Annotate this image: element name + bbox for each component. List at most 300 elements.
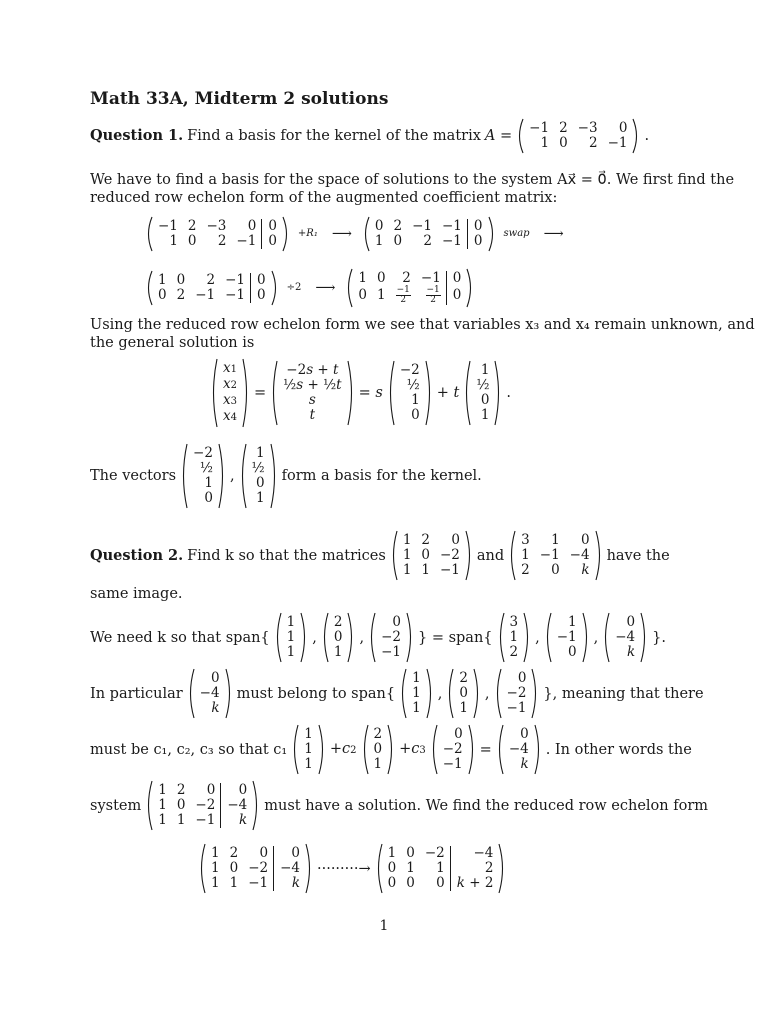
matrix-entry: 2 [176,782,186,798]
matrix-entry: 1 [412,670,421,686]
left-paren [361,724,369,775]
q1-prompt: Find a basis for the kernel of the matrix [187,128,481,144]
system-matrix [145,780,260,831]
matrix-entry: −1 [412,218,432,234]
column-vector [399,668,434,719]
matrix-entry: 1 [459,700,468,716]
left-paren [362,216,370,252]
matrix-entry: 2 [402,270,411,286]
matrix-entry: −1 [442,756,463,772]
matrix-entry: −1 [225,272,245,288]
basis-prefix: The vectors [90,468,177,484]
right-paren [640,612,648,663]
matrix-entry: −2 [399,362,420,378]
right-paren [465,530,473,581]
matrix-entry: −4 [199,685,220,701]
matrix-entry: −1 [381,644,401,660]
matrix-entry: 1 [286,614,296,630]
matrix-entry: −1 [248,875,269,891]
column-vector [321,612,356,663]
matrix-entry: 2 [450,861,498,876]
matrix-entry: −4 [569,547,590,563]
left-paren [210,358,218,428]
matrix-entry: 0 [262,234,282,249]
matrix-entry: −1 [195,287,216,303]
matrix-entry: 1 [568,614,577,630]
system-prefix: system [90,797,142,814]
matrix-entry: 2 [559,120,568,136]
matrix-entry: 1 [158,797,167,813]
particular-statement: In particular 0 −4 k must belong to span{ 1 1 1 , 2 0 1 , 0 −2 −1 }, meaning that there [90,668,704,719]
left-paren [145,270,153,306]
matrix-entry: −1 [607,135,628,151]
matrix-entry: 0 [580,532,590,548]
matrix-entry: −1 [529,120,550,136]
left-paren [187,668,195,719]
matrix-a [516,118,640,154]
basis-vector-1 [387,360,433,426]
matrix-entry: 2 [217,233,227,249]
left-paren [180,443,188,509]
matrix-entry: −2 [506,685,527,701]
matrix-entry: ½ [476,377,490,393]
matrix-entry: 0 [559,135,568,151]
q2-label: Question 2. [90,546,184,564]
matrix-entry: 1 [402,532,412,548]
matrix-entry: 2 [459,670,468,686]
matrix-entry: 0 [446,286,466,305]
right-paren [473,668,481,719]
matrix-entry: 0 [158,287,167,303]
matrix-entry: 1 [373,756,383,772]
matrix-entry: 2 [521,562,530,578]
matrix-m2 [508,530,602,581]
column-vector [602,612,648,663]
matrix-entry: −1 [225,287,245,303]
matrix-entry: 2 [229,845,239,861]
basis-vector-2b [239,443,278,509]
rref-right-matrix [375,843,507,894]
right-paren [498,843,506,894]
column-vector [361,724,396,775]
matrix-entry: ½ [406,377,420,393]
q1-paragraph-2b: the general solution is [90,335,255,351]
matrix-entry: k [221,813,252,828]
right-paren [271,270,279,306]
matrix-m1 [390,530,473,581]
matrix-entry: 1 [551,532,560,548]
matrix-entry: 0 [393,233,403,249]
right-paren [387,724,395,775]
matrix-entry: 1 [540,135,550,151]
matrix-entry: 1 [211,860,220,876]
matrix-entry: −3 [206,218,227,234]
right-paren [347,360,355,426]
matrix-entry: 3 [509,614,519,630]
left-paren [463,360,471,426]
matrix-entry: −1 [195,812,216,828]
matrix-entry: 1 [521,547,530,563]
matrix-entry: k [626,644,636,660]
matrix-entry: x2 [223,376,237,392]
left-paren [145,780,153,831]
matrix-entry: ½s + ½t [283,377,342,393]
matrix-entry: −2 [424,845,445,861]
matrix-entry: 2 [509,644,519,660]
particular-mid: must belong to span{ [236,685,396,702]
matrix-entry: 0 [517,670,527,686]
right-paren [531,668,539,719]
matrix-entry: 1 [204,475,213,491]
matrix-body [206,846,305,891]
matrix-body [369,727,388,772]
matrix-entry: 0 [187,233,197,249]
right-paren [318,724,326,775]
matrix-entry: −2 [442,741,463,757]
column-vector [291,724,326,775]
span-equation: We need k so that span{ 1 1 1 , 2 0 1 , 0 −2 −1 } = span{ 3 1 2 , 1 −1 0 , 0 −4 k }. [90,612,666,663]
page-title: Math 33A, Midterm 2 solutions [90,89,389,109]
right-paren [488,216,496,252]
matrix-entry: k [274,876,305,891]
matrix-entry: 0 [451,532,460,548]
matrix-entry: −2 [195,797,216,813]
right-paren [270,443,278,509]
matrix-entry: −2s + t [286,362,339,378]
matrix-entry: 1 [169,233,178,249]
q2-prompt-end: have the [606,547,670,564]
q1-paragraph-1: We have to find a basis for the space of solutions to the system Ax⃗ = 0⃗. We first find the [90,172,735,188]
left-paren [198,843,206,894]
matrix-body [188,446,218,506]
right-paren [300,612,308,663]
left-paren [375,843,383,894]
matrix-entry: −3 [577,120,598,136]
right-paren [225,668,233,719]
basis-vector-1b [180,443,226,509]
right-paren [305,843,313,894]
matrix-entry: −1 [556,629,577,645]
matrix-body [471,363,494,423]
matrix-entry: 0 [256,475,265,491]
matrix-entry: 1 [402,562,412,578]
matrix-body [195,671,225,716]
matrix-entry: −1 [442,218,462,234]
left-paren [399,668,407,719]
q2-prompt-line2: same image. [90,586,183,602]
matrix-entry: 1 [412,685,421,701]
matrix-entry: 0 [377,270,386,286]
q1-label: Question 1. [90,127,184,144]
matrix-entry: 0 [204,490,213,506]
matrix-entry: k [520,756,529,772]
augmented-matrix-1 [145,216,290,252]
matrix-entry: −2 [193,445,213,461]
matrix-body [552,615,582,660]
q2-prompt: Find k so that the matrices [187,547,386,564]
variable-vector [210,358,250,428]
matrix-entry: 1 [256,490,265,506]
left-paren [516,118,524,154]
left-paren [602,612,610,663]
right-paren [282,216,290,252]
matrix-entry: 2 [373,726,383,742]
matrix-entry: x4 [223,408,237,424]
matrix-entry: −4 [221,798,252,813]
matrix-entry: 1 [176,812,186,828]
left-paren [446,668,454,719]
need-text: We need k so that span{ [90,629,270,646]
matrix-entry: 0 [446,271,466,286]
matrix-entry: −1 [158,218,178,234]
matrix-body [153,273,271,303]
system-suffix: must have a solution. We find the reduced row echelon form [264,797,709,814]
matrix-entry: 1 [377,287,386,303]
matrix-entry: −4 [508,741,529,757]
matrix-entry: 1 [333,644,343,660]
left-paren [345,268,353,308]
matrix-entry: −1 [236,233,257,249]
mustbe-end: . In other words the [545,741,692,758]
augmented-matrix-3 [145,270,279,306]
span-equals: } = span{ [417,629,493,646]
right-paren [347,612,355,663]
matrix-entry: 0 [618,120,628,136]
left-paren [270,360,278,426]
matrix-body [282,615,301,660]
a-equals: A = [484,128,513,144]
right-paren [595,530,603,581]
right-paren [582,612,590,663]
matrix-entry: 0 [374,218,384,234]
left-paren [239,443,247,509]
basis-vector-2 [463,360,502,426]
matrix-entry: x1 [223,360,237,376]
matrix-entry: 0 [358,287,368,303]
arrow-icon: ⟶ [315,280,336,296]
right-paren [632,118,640,154]
matrix-entry: 0 [247,218,257,234]
matrix-entry: $\frac{-1}{2}$ [426,285,440,305]
row-reduction-step-1 [145,216,570,252]
matrix-entry: 0 [421,547,430,563]
rref-left-matrix [198,843,313,894]
matrix-body [153,783,252,828]
column-vector [494,668,540,719]
right-paren [406,612,414,663]
matrix-body [299,727,318,772]
matrix-body [247,446,270,506]
column-vector [368,612,414,663]
matrix-entry: 1 [211,845,220,861]
matrix-entry: 2 [176,287,186,303]
matrix-entry: s [308,392,316,408]
matrix-entry: −2 [381,629,401,645]
left-paren [387,360,395,426]
left-paren [321,612,329,663]
right-paren [523,612,531,663]
matrix-entry: 0 [454,726,463,742]
matrix-entry: −2 [248,860,269,876]
matrix-entry: 1 [411,392,420,408]
general-solution: x1 x2 x3 x4 = −2s + t ½s + ½t s t = s −2 ½ 1 0 + t 1 ½ 0 1 . [210,358,511,428]
matrix-entry: 0 [406,875,415,891]
matrix-body [454,671,473,716]
matrix-entry: 0 [221,783,252,798]
row-reduction-step-2 [145,268,474,308]
row-op-divide: ÷2 [286,282,302,293]
matrix-entry: 1 [358,270,368,286]
dots-arrow: ·········→ [317,860,371,877]
matrix-body [395,363,425,423]
right-paren [494,360,502,426]
matrix-body [398,533,465,578]
matrix-entry: 1 [480,407,490,423]
matrix-entry: 1 [402,547,412,563]
matrix-entry: 2 [421,532,430,548]
right-paren [468,724,476,775]
matrix-entry: 1 [211,875,220,891]
span-close: }. [652,629,666,646]
matrix-entry: −1 [539,547,560,563]
matrix-entry: 0 [551,562,560,578]
left-paren [368,612,376,663]
matrix-entry: t [309,407,316,423]
arrow-icon: ⟶ [331,226,352,242]
matrix-entry: k + 2 [450,876,498,891]
matrix-body [376,615,406,660]
matrix-entry: 0 [176,272,186,288]
augmented-matrix-2 [362,216,496,252]
matrix-entry: 1 [286,629,296,645]
left-paren [390,530,398,581]
left-paren [497,612,505,663]
column-vector [544,612,590,663]
and-text: and [476,547,505,564]
matrix-entry: 0 [251,273,271,288]
q1-paragraph-2: Using the reduced row echelon form we see that variables x₃ and x₄ remain unknown, and [90,317,755,333]
mustbe-prefix: must be c₁, c₂, c₃ so that c₁ [90,741,288,758]
left-paren [508,530,516,581]
matrix-entry: 0 [568,644,577,660]
left-paren [496,724,504,775]
matrix-entry: k [211,700,220,716]
matrix-entry: −4 [274,861,305,876]
right-paren [425,360,433,426]
column-vector [187,668,233,719]
matrix-entry: 2 [333,614,343,630]
matrix-entry: 0 [387,875,397,891]
arrow-icon: ⟶ [543,226,564,242]
matrix-entry: 0 [262,219,282,234]
matrix-entry: 0 [333,629,343,645]
linear-combination: must be c₁, c₂, c₃ so that c₁ 1 1 1 +c2 2 0 1 +c3 0 −2 −1 = 0 −4 k . In other words the [90,724,692,775]
right-paren [426,668,434,719]
matrix-entry: 1 [158,782,167,798]
left-paren [494,668,502,719]
column-vector [446,668,481,719]
matrix-body [524,121,632,151]
matrix-entry: −4 [450,846,498,861]
matrix-entry: 0 [467,234,487,249]
matrix-entry: −2 [440,547,460,563]
left-paren [544,612,552,663]
matrix-entry: 1 [480,362,490,378]
matrix-entry: 1 [509,629,519,645]
particular-end: }, meaning that there [543,685,704,702]
matrix-entry: −1 [440,562,460,578]
matrix-entry: 1 [256,445,265,461]
matrix-entry: 0 [406,845,415,861]
matrix-entry: 0 [274,846,305,861]
matrix-entry: 0 [373,741,383,757]
matrix-entry: 0 [520,726,529,742]
right-paren [534,724,542,775]
matrix-entry: 1 [304,741,313,757]
left-paren [145,216,153,252]
matrix-body [278,363,346,423]
left-paren [430,724,438,775]
matrix-body [329,615,348,660]
matrix-entry: 0 [626,614,636,630]
matrix-entry: 0 [251,288,271,303]
matrix-entry: 2 [423,233,432,249]
right-paren [252,780,260,831]
matrix-entry: 1 [158,272,167,288]
matrix-entry: 1 [286,644,296,660]
matrix-body [383,846,499,891]
matrix-entry: 0 [259,845,269,861]
matrix-entry: 0 [480,392,490,408]
matrix-entry: $\frac{-1}{2}$ [396,285,410,305]
matrix-entry: 0 [210,670,220,686]
matrix-entry: 0 [206,782,216,798]
matrix-entry: x3 [223,392,237,408]
matrix-body [505,615,524,660]
matrix-body [438,727,468,772]
matrix-body [370,219,488,249]
row-op-swap: swap [503,228,530,239]
left-paren [274,612,282,663]
matrix-entry: 1 [436,860,445,876]
q1-prompt-line: Question 1. Find a basis for the kernel of the matrix A = −1 2 −3 0 1 0 2 −1 . [90,118,649,154]
column-vector [274,612,309,663]
matrix-body [610,615,640,660]
matrix-body [502,671,532,716]
matrix-entry: 1 [421,562,430,578]
matrix-entry: 1 [158,812,167,828]
right-paren [466,268,474,308]
matrix-entry: ½ [199,460,213,476]
page-number: 1 [379,918,389,934]
matrix-entry: ½ [251,460,265,476]
matrix-body [353,271,466,305]
matrix-entry: 0 [467,219,487,234]
matrix-entry: 0 [387,860,397,876]
augmented-matrix-4 [345,268,474,308]
matrix-entry: 2 [206,272,216,288]
column-vector [496,724,542,775]
matrix-entry: k [581,562,590,578]
matrix-entry: 1 [412,700,421,716]
matrix-entry: 2 [393,218,403,234]
q2-prompt-line [90,530,670,581]
matrix-entry: 0 [392,614,401,630]
matrix-entry: 1 [304,756,313,772]
matrix-entry: 2 [588,135,598,151]
matrix-entry: 1 [387,845,397,861]
basis-statement: The vectors −2 ½ 1 0 , 1 ½ 0 1 form a basis for the kernel. [90,443,482,509]
